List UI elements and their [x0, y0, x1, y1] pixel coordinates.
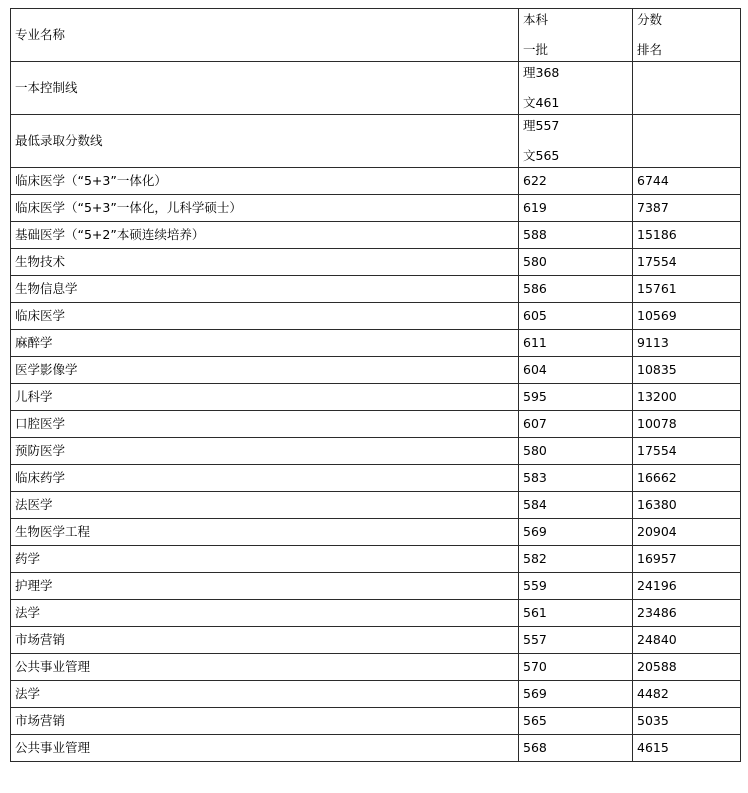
header-rank-cell	[633, 9, 741, 62]
summary-score-line1: 理368	[523, 65, 560, 80]
cell-score-value: 586	[519, 276, 633, 303]
table-row	[11, 708, 741, 735]
cell-score-value: 559	[519, 573, 633, 600]
cell-score-value: 570	[519, 654, 633, 681]
table-row	[11, 519, 741, 546]
header-major-cell	[11, 9, 519, 62]
summary-rank-cell	[633, 62, 741, 115]
table-row	[11, 681, 741, 708]
table-row	[11, 195, 741, 222]
cell-score-value: 584	[519, 492, 633, 519]
cell-score-value: 611	[519, 330, 633, 357]
table-row	[11, 438, 741, 465]
cell-major-name: 麻醉学	[11, 330, 519, 357]
header-rank-line1: 分数	[637, 12, 663, 27]
cell-rank-value: 7387	[633, 195, 741, 222]
cell-major-name: 法学	[11, 600, 519, 627]
header-score-line2: 一批	[523, 41, 549, 57]
cell-score-value: 583	[519, 465, 633, 492]
header-rank-stack	[637, 11, 736, 59]
cell-score-value: 557	[519, 627, 633, 654]
cell-rank-value: 20904	[633, 519, 741, 546]
cell-rank-value: 10569	[633, 303, 741, 330]
cell-major-name: 法医学	[11, 492, 519, 519]
summary-rank-value	[637, 115, 736, 167]
cell-score-value: 580	[519, 438, 633, 465]
header-score-cell	[519, 9, 633, 62]
cell-score-value: 604	[519, 357, 633, 384]
cell-major-name: 临床医学（“5+3”一体化，儿科学硕士）	[11, 195, 519, 222]
table-row	[11, 249, 741, 276]
cell-rank-value: 16662	[633, 465, 741, 492]
cell-major-name: 生物医学工程	[11, 519, 519, 546]
summary-label: 最低录取分数线	[15, 132, 103, 148]
table-row	[11, 384, 741, 411]
cell-major-name: 儿科学	[11, 384, 519, 411]
cell-rank-value: 13200	[633, 384, 741, 411]
cell-rank-value: 16957	[633, 546, 741, 573]
cell-major-name: 临床药学	[11, 465, 519, 492]
cell-score-value: 607	[519, 411, 633, 438]
cell-rank-value: 6744	[633, 168, 741, 195]
cell-rank-value: 15761	[633, 276, 741, 303]
summary-score-line2: 文565	[523, 147, 560, 163]
cell-rank-value: 15186	[633, 222, 741, 249]
table-row	[11, 357, 741, 384]
table-row	[11, 735, 741, 762]
summary-label-cell	[11, 62, 519, 115]
cell-major-name: 法学	[11, 681, 519, 708]
table-row	[11, 168, 741, 195]
header-major-label: 专业名称	[15, 26, 66, 42]
summary-rank-value	[637, 62, 736, 114]
cell-major-name: 口腔医学	[11, 411, 519, 438]
cell-rank-value: 10078	[633, 411, 741, 438]
cell-major-name: 市场营销	[11, 708, 519, 735]
summary-score-cell	[519, 62, 633, 115]
cell-score-value: 605	[519, 303, 633, 330]
cell-score-value: 569	[519, 681, 633, 708]
admission-score-table	[10, 8, 741, 762]
cell-major-name: 基础医学（“5+2”本硕连续培养）	[11, 222, 519, 249]
summary-label: 一本控制线	[15, 79, 78, 95]
table-body	[11, 9, 741, 762]
cell-major-name: 护理学	[11, 573, 519, 600]
summary-row-min-admission-line	[11, 115, 741, 168]
table-row	[11, 222, 741, 249]
summary-score-stack	[523, 64, 628, 112]
cell-major-name: 生物技术	[11, 249, 519, 276]
header-rank-line2: 排名	[637, 41, 663, 57]
table-row	[11, 627, 741, 654]
cell-score-value: 588	[519, 222, 633, 249]
summary-label-cell	[11, 115, 519, 168]
cell-score-value: 619	[519, 195, 633, 222]
cell-major-name: 临床医学	[11, 303, 519, 330]
table-row	[11, 411, 741, 438]
cell-score-value: 565	[519, 708, 633, 735]
cell-rank-value: 5035	[633, 708, 741, 735]
cell-rank-value: 17554	[633, 249, 741, 276]
table-row	[11, 465, 741, 492]
table-row	[11, 600, 741, 627]
cell-score-value: 622	[519, 168, 633, 195]
table-row	[11, 573, 741, 600]
summary-rank-cell	[633, 115, 741, 168]
table-row	[11, 330, 741, 357]
cell-major-name: 预防医学	[11, 438, 519, 465]
cell-rank-value: 4482	[633, 681, 741, 708]
cell-rank-value: 9113	[633, 330, 741, 357]
cell-rank-value: 16380	[633, 492, 741, 519]
cell-score-value: 595	[519, 384, 633, 411]
cell-rank-value: 10835	[633, 357, 741, 384]
cell-major-name: 临床医学（“5+3”一体化）	[11, 168, 519, 195]
cell-rank-value: 4615	[633, 735, 741, 762]
table-row	[11, 654, 741, 681]
header-score-line1: 本科	[523, 12, 549, 27]
summary-score-line2: 文461	[523, 94, 560, 110]
cell-score-value: 568	[519, 735, 633, 762]
summary-score-cell	[519, 115, 633, 168]
summary-score-line1: 理557	[523, 118, 560, 133]
cell-score-value: 580	[519, 249, 633, 276]
cell-rank-value: 23486	[633, 600, 741, 627]
table-row	[11, 546, 741, 573]
table-row	[11, 276, 741, 303]
cell-rank-value: 24196	[633, 573, 741, 600]
header-score-stack	[523, 11, 628, 59]
table-row	[11, 492, 741, 519]
cell-score-value: 569	[519, 519, 633, 546]
summary-score-stack	[523, 117, 628, 165]
cell-rank-value: 20588	[633, 654, 741, 681]
cell-rank-value: 24840	[633, 627, 741, 654]
cell-score-value: 582	[519, 546, 633, 573]
table-header-row	[11, 9, 741, 62]
cell-major-name: 生物信息学	[11, 276, 519, 303]
table-row	[11, 303, 741, 330]
cell-major-name: 医学影像学	[11, 357, 519, 384]
summary-row-control-line	[11, 62, 741, 115]
cell-score-value: 561	[519, 600, 633, 627]
cell-major-name: 市场营销	[11, 627, 519, 654]
cell-major-name: 公共事业管理	[11, 735, 519, 762]
cell-major-name: 公共事业管理	[11, 654, 519, 681]
cell-rank-value: 17554	[633, 438, 741, 465]
cell-major-name: 药学	[11, 546, 519, 573]
